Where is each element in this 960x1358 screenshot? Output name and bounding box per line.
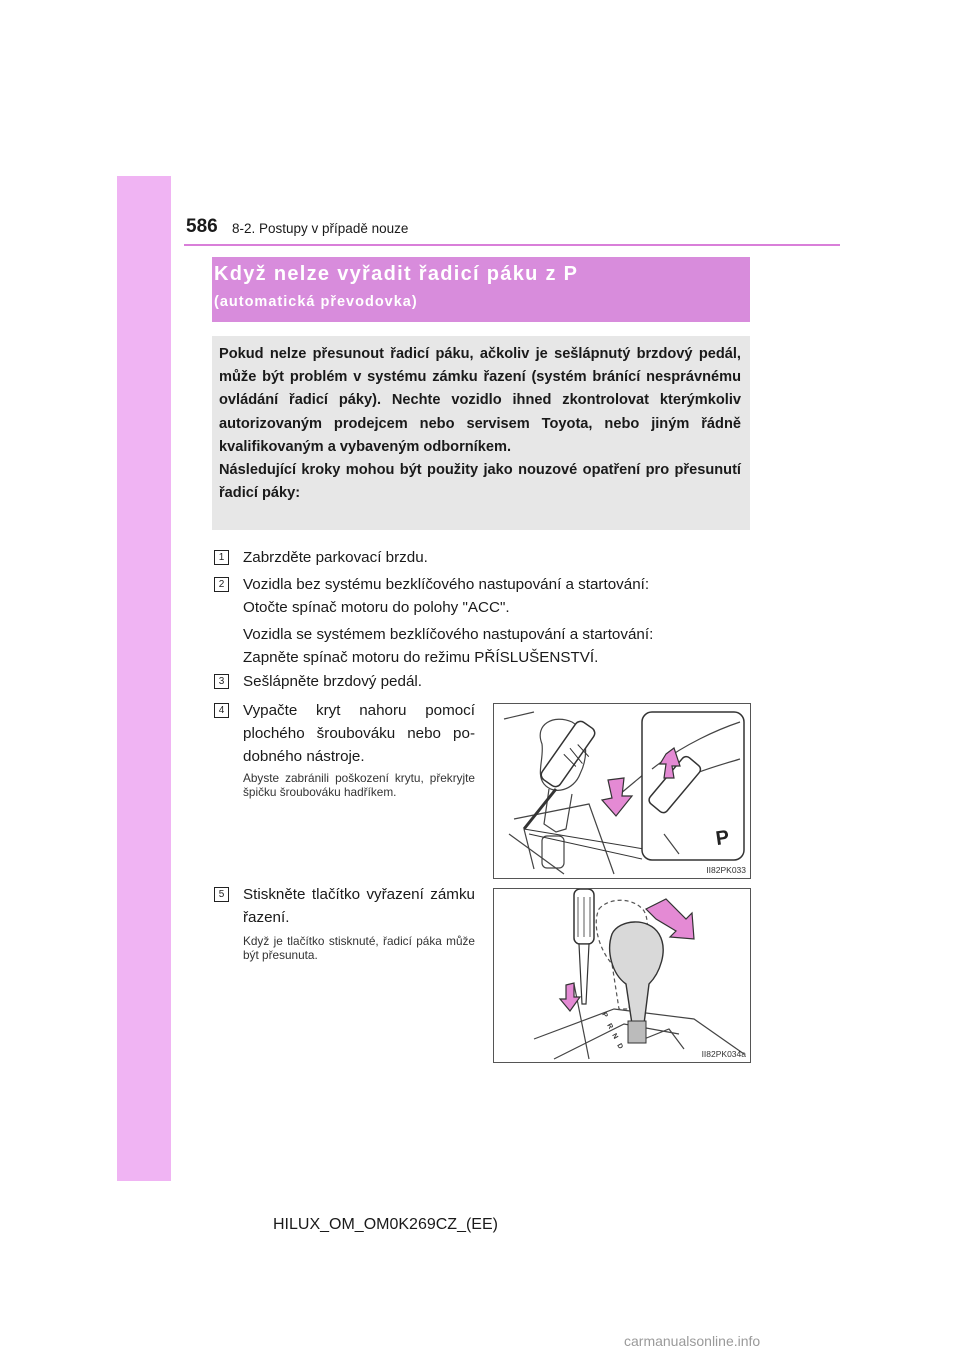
page-subtitle: (automatická převodovka) [214,294,418,310]
shift-lock-release-illustration [494,889,750,1062]
step-2-line-2: Otočte spínač motoru do polohy "ACC". [243,599,510,616]
step-2-line-4: Zapněte spínač motoru do režimu PŘÍSLUŠENSTVÍ. [243,649,599,666]
step-4-note: Abyste zabránili poškození krytu, překryjte špičku šroubováku hadříkem. [243,771,475,799]
figure-2-code: II82PK034a [701,1049,746,1059]
figure-1-code: II82PK033 [706,865,746,875]
step-4-number: 4 [214,703,229,718]
section-title: 8-2. Postupy v případě nouze [232,221,409,236]
shift-knob [610,922,663,1043]
page-title: Když nelze vyřadit řadicí páku z P [214,263,579,285]
screwdriver-icon [524,719,597,829]
figure-shift-lock-release [493,888,751,1063]
header-divider [184,244,840,246]
shift-lever-screwdriver-illustration [494,704,750,878]
intro-text [219,343,741,505]
step-2-number: 2 [214,577,229,592]
screwdriver-icon [574,889,594,1004]
watermark: carmanualsonline.info [624,1333,761,1349]
document-code: HILUX_OM_OM0K269CZ_(EE) [273,1216,498,1233]
chapter-side-tab [117,176,171,1181]
intro-paragraph-1: Pokud nelze přesunout řadicí páku, ačkoliv je sešlápnutý brzdový pedál, může být problém v systému zámku řazení (systém bránící nesprávnému ovládání řadicí páky). Nechte vozidlo ihned zkontrolovat kterýmkoliv autorizovaným prodejcem nebo servisem Toyota, nebo jiným řádně kvalifikovaným a vybaveným odborníkem. [219,346,741,455]
arrow-down-small-icon [560,983,580,1011]
step-1-number: 1 [214,550,229,565]
step-1-text: Zabrzděte parkovací brzdu. [243,549,428,566]
step-5-note: Když je tlačítko stisknuté, řadicí páka může být přesunuta. [243,934,475,962]
step-5-text: Stiskněte tlačítko vyřazení zámku řazení. [243,886,475,926]
svg-text:P: P [600,1011,609,1020]
step-5-number: 5 [214,887,229,902]
park-letter: P [714,826,731,851]
step-2-line-3: Vozidla se systémem bezklíčového nastupování a startování: [243,626,654,643]
intro-paragraph-2: Následující kroky mohou být použity jako nouzové opatření pro přesunutí řadicí páky: [219,462,741,502]
svg-text:N: N [610,1032,619,1041]
page-number: 586 [186,216,218,237]
step-3-text: Sešlápněte brzdový pedál. [243,673,422,690]
svg-text:R: R [605,1022,614,1031]
arrow-down-icon [602,778,632,816]
svg-text:D: D [615,1042,624,1051]
step-4-text: Vypačte kryt nahoru pomocí plochého šroubováku nebo podobného nástroje. [243,702,475,765]
step-3-number: 3 [214,674,229,689]
step-2-line-1: Vozidla bez systému bezklíčového nastupování a startování: [243,576,650,593]
figure-shift-cover-removal [493,703,751,879]
